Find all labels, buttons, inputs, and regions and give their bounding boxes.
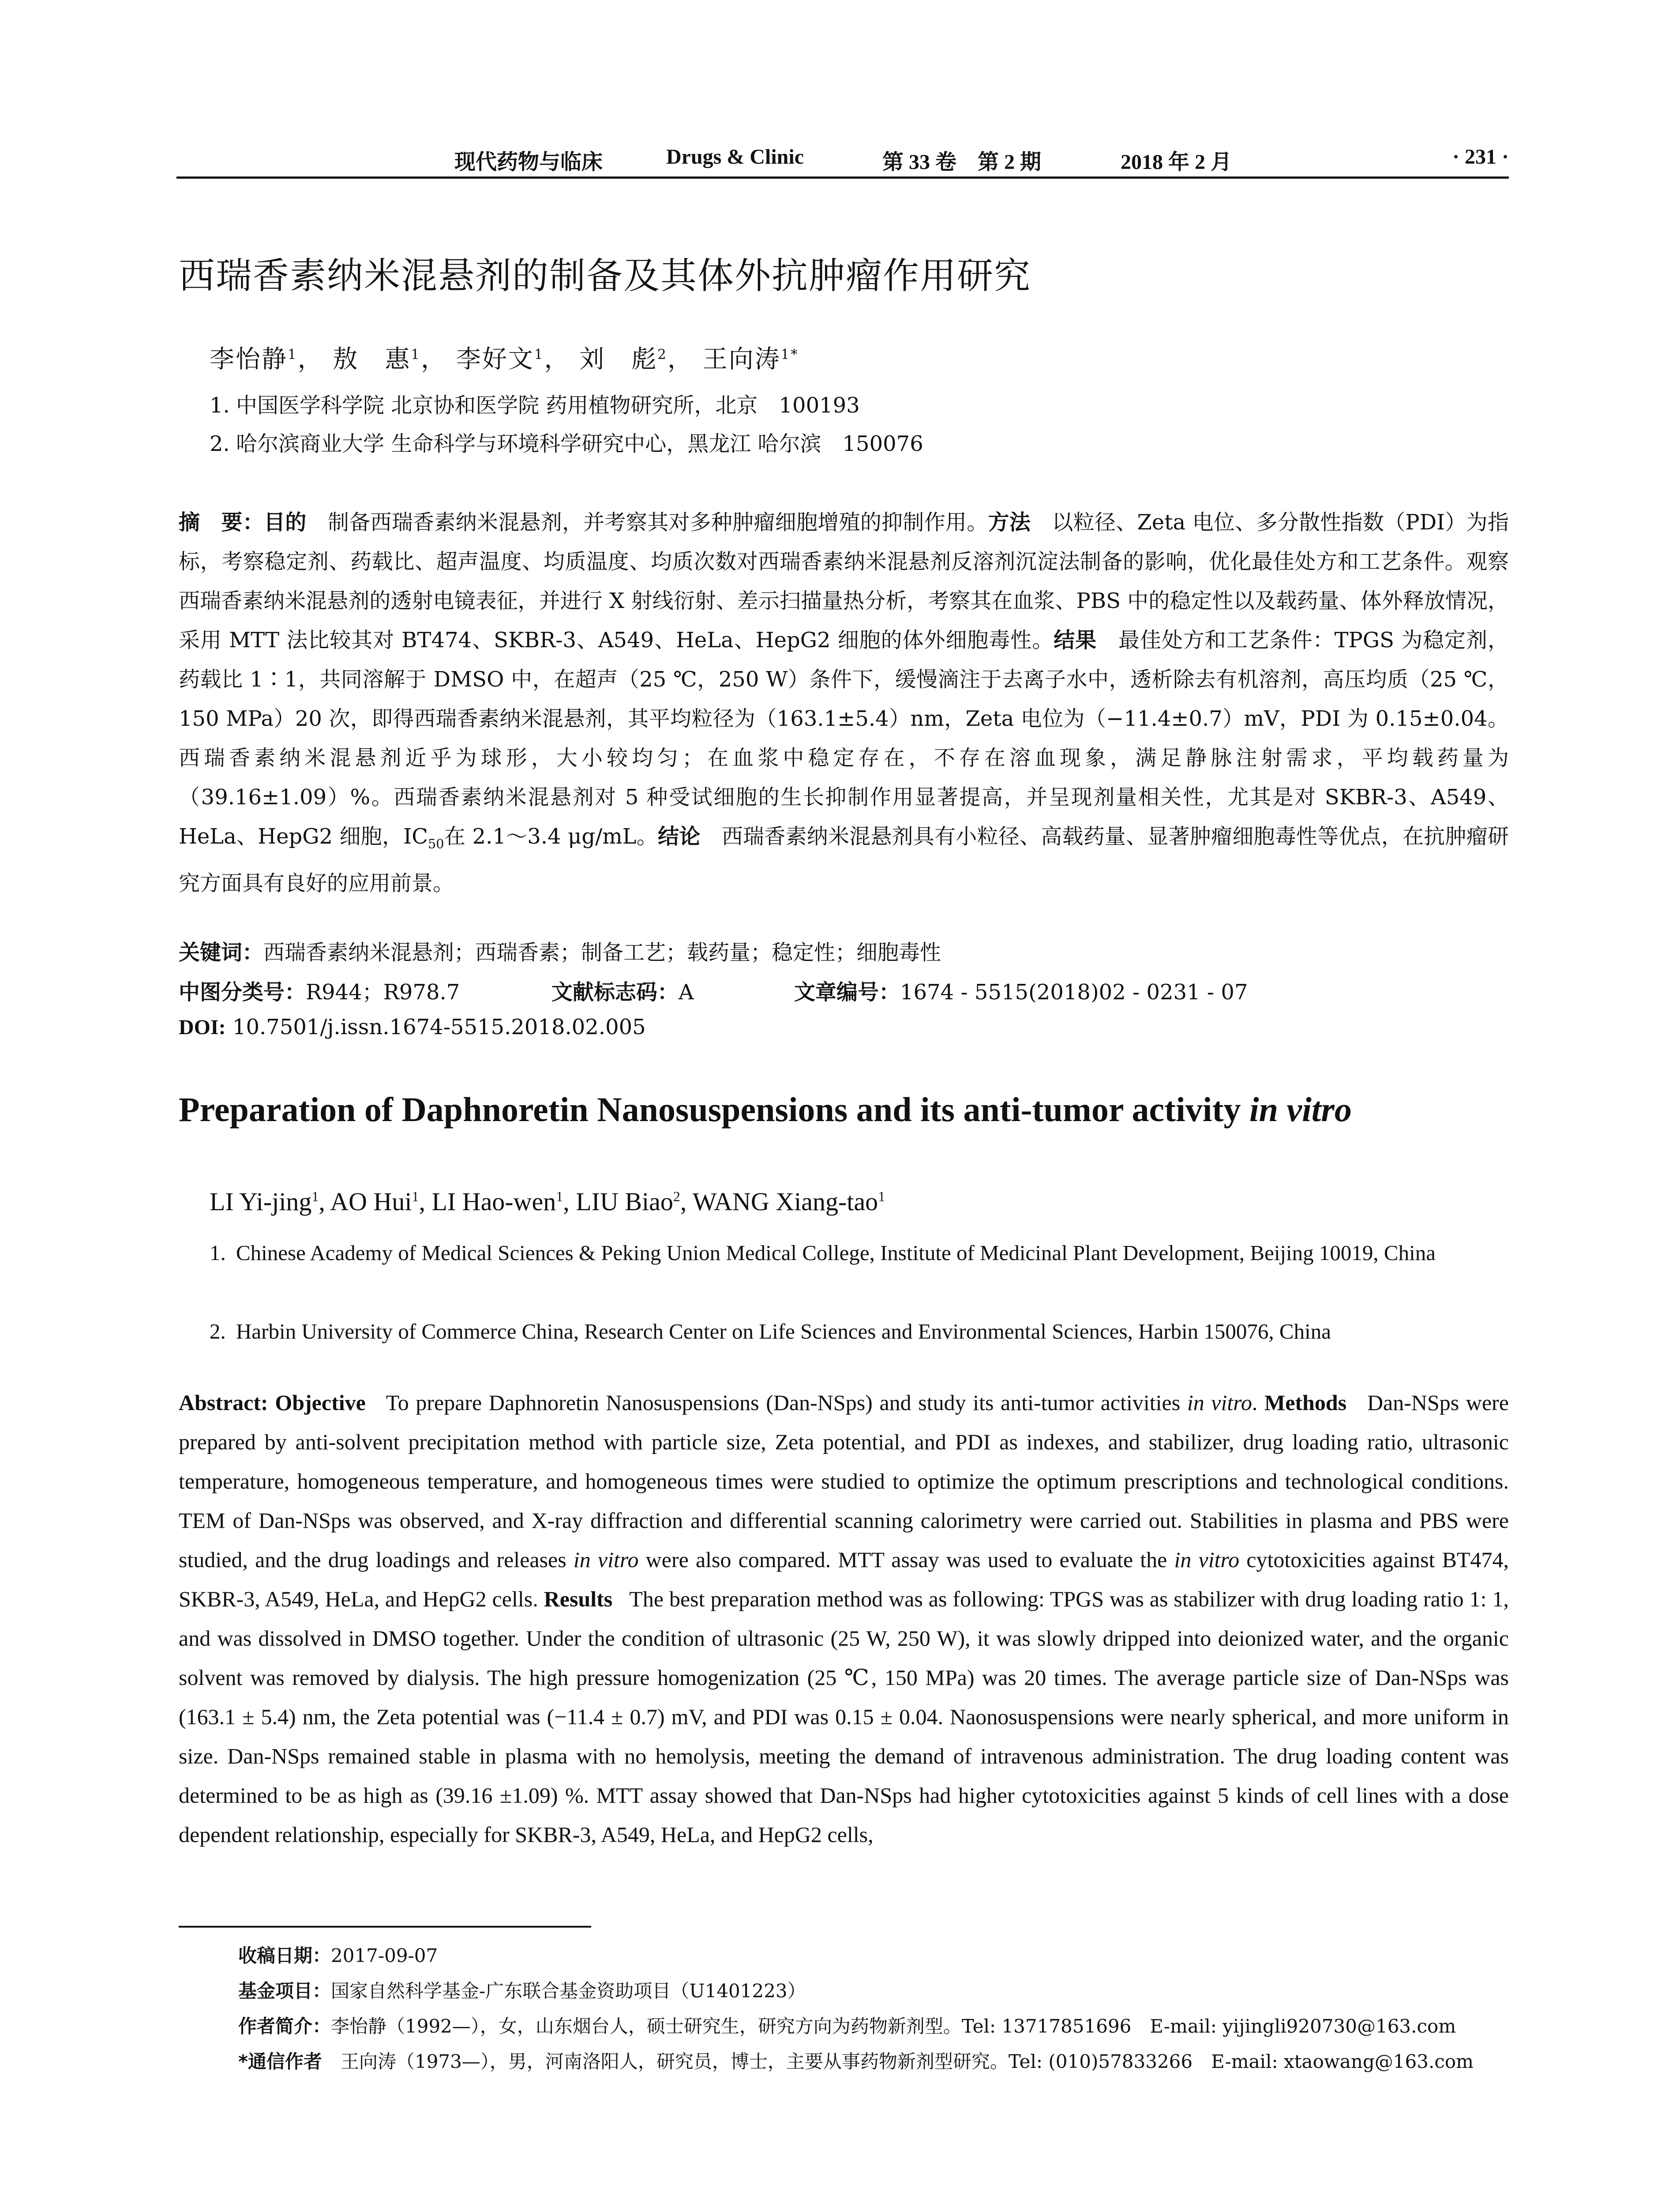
- running-header: [176, 140, 1509, 176]
- doi-label: DOI:: [179, 1016, 226, 1039]
- abstract-label: Abstract:: [179, 1390, 268, 1415]
- methods-text-cont: were also compared. MTT assay was used to evaluate the: [645, 1547, 1167, 1572]
- objective-label: 目的: [264, 510, 307, 535]
- article-no-label: 文章编号：: [794, 980, 900, 1005]
- fund-text: 国家自然科学基金-广东联合基金资助项目（U1401223）: [331, 1980, 806, 2002]
- abstract-en: Abstract: Objective To prepare Daphnoretin Nanosuspensions (Dan-NSps) and study its anti-tumor activities in vitro. Methods Dan-NSps were prepared by anti-solvent precipitation method with particle size, Zeta potential, and PDI as indexes, and stabilizer, drug loading ratio, ultrasonic temperature, homogeneous temperature, and homogeneous times were studied to optimize the optimum prescriptions and technological conditions. TEM of Dan-NSps was observed, and X-ray diffraction and differential scanning calorimetry were carried out. Stabilities in plasma and PBS were studied, and the drug loadings and releases in vitro were also compared. MTT assay was used to evaluate the in vitro cytotoxicities against BT474, SKBR-3, A549, HeLa, and HepG2 cells. Results The best preparation method was as following: TPGS was as stabilizer with drug loading ratio 1: 1, and was dissolved in DMSO together. Under the condition of ultrasonic (25 W, 250 W), it was slowly dripped into deionized water, and the organic solvent was removed by dialysis. The high pressure homogenization (25 ℃, 150 MPa) was 20 times. The average particle size of Dan-NSps was (163.1 ± 5.4) nm, the Zeta potential was (−11.4 ± 0.7) mV, and PDI was 0.15 ± 0.04. Naonosuspensions were nearly spherical, and more uniform in size. Dan-NSps remained stable in plasma with no hemolysis, meeting the demand of intravenous administration. The drug loading content was determined to be as high as (39.16 ±1.09) %. MTT assay showed that Dan-NSps had higher cytotoxicities against 5 kinds of cell lines with a dose dependent relationship, especially for SKBR-3, A549, HeLa, and HepG2 cells,: [179, 1390, 1509, 1847]
- corr-label: *通信作者: [238, 2051, 322, 2072]
- title-text: Preparation of Daphnoretin Nanosuspensions and its anti-tumor activity: [179, 1090, 1249, 1129]
- page-number: · 231 ·: [1452, 145, 1509, 169]
- methods-text: 以粒径、Zeta 电位、多分散性指数（PDI）为指标，考察稳定剂、药载比、超声温度、均质温度、均质次数对西瑞香素纳米混悬剂反溶剂沉淀法制备的影响，优化最佳处方和工艺条件。观察西瑞香素纳米混悬剂的透射电镜表征，并进行 X 射线衍射、差示扫描量热分析，考察其在血浆、PBS 中的稳定性以及载药量、体外释放情况，采用 MTT 法比较其对 BT474、SKBR-3、A549、HeLa、HepG2 细胞的体外细胞毒性。: [179, 510, 1509, 653]
- author-name: LI Hao-wen: [431, 1187, 556, 1216]
- author-list-en: LI Yi-jing$^1$, AO Hui$^1$, LI Hao-wen$^1$, LIU Biao$^2$, WANG Xiang-tao$^1$: [210, 1187, 885, 1216]
- author-affil-sup: 1: [411, 346, 421, 363]
- document-code: [551, 975, 694, 1005]
- author-list-cn: 李怡静$^1$， 敖 惠$^1$， 李好文$^1$， 刘 彪$^2$， 王向涛$^{1*}$: [210, 345, 799, 374]
- results-text: The best preparation method was as following: TPGS was as stabilizer with drug loading ratio 1: 1, and was dissolved in DMSO together. Under the condition of ultrasonic (25 W, 250 W), it was slowly dripped into deionized water, and the organic solvent was removed by dialysis. The high pressure homogenization (25 ℃, 150 MPa) was 20 times. The average particle size of Dan-NSps was (163.1 ± 5.4) nm, the Zeta potential was (−11.4 ± 0.7) mV, and PDI was 0.15 ± 0.04. Naonosuspensions were nearly spherical, and more uniform in size. Dan-NSps remained stable in plasma with no hemolysis, meeting the demand of intravenous administration. The drug loading content was determined to be as high as (39.16 ±1.09) %. MTT assay showed that Dan-NSps had higher cytotoxicities against 5 kinds of cell lines with a dose dependent relationship, especially for SKBR-3, A549, HeLa, and HepG2 cells,: [179, 1587, 1509, 1847]
- abstract-label: 摘 要：: [179, 510, 264, 535]
- bio-label: 作者简介：: [238, 2015, 331, 2037]
- author-affil-sup: 1: [311, 1189, 319, 1204]
- affiliation-text: Chinese Academy of Medical Sciences & Peking Union Medical College, Institute of Medicinal Plant Development, Beijing 10019, China: [236, 1241, 1436, 1265]
- author-name: 敖 惠: [333, 345, 411, 374]
- journal-name-cn: 现代药物与临床: [454, 150, 603, 174]
- author-affil-sup: 1: [534, 346, 544, 363]
- doccode-label: 文献标志码：: [551, 980, 679, 1005]
- keywords-cn: [179, 935, 941, 966]
- doccode-value: A: [679, 980, 694, 1005]
- footnote-received: [238, 1941, 438, 1968]
- author-affil-sup: 1: [412, 1189, 419, 1204]
- affiliation-text: 哈尔滨商业大学 生命科学与环境科学研究中心，黑龙江 哈尔滨 150076: [236, 431, 923, 456]
- abstract-cn: [179, 503, 1509, 903]
- affiliation-text: Harbin University of Commerce China, Research Center on Life Sciences and Environmental Sciences, Harbin 150076, China: [236, 1319, 1331, 1343]
- author-affil-sup: 1: [878, 1189, 885, 1204]
- affiliation-cn-1: [210, 388, 860, 419]
- results-label: Results: [544, 1587, 613, 1611]
- keywords-label: 关键词：: [179, 940, 264, 965]
- conclusion-text: 西瑞香素纳米混悬剂具有小粒径、高载药量、显著肿瘤细胞毒性等优点，在抗肿瘤研究方面具有良好的应用前景。: [179, 824, 1509, 896]
- objective-text: 制备西瑞香素纳米混悬剂，并考察其对多种肿瘤细胞增殖的抑制作用。: [327, 510, 988, 535]
- received-date: 2017-09-07: [331, 1945, 438, 1966]
- footnote-fund: [238, 1977, 806, 2003]
- author-name: AO Hui: [330, 1187, 412, 1216]
- conclusion-label: 结论: [658, 824, 701, 849]
- affiliation-number: 2.: [210, 431, 230, 456]
- bio-text: 李怡静（1992—），女，山东烟台人，硕士研究生，研究方向为药物新剂型。Tel: 13717851696 E-mail: yijingli920730@163.com: [331, 2015, 1456, 2037]
- affiliation-cn-2: [210, 427, 923, 457]
- affiliation-en-1: [210, 1233, 1511, 1272]
- journal-name-en: Drugs & Clinic: [666, 145, 804, 169]
- results-label: 结果: [1054, 628, 1097, 653]
- methods-label: Methods: [1264, 1390, 1347, 1415]
- issue-date: 2018 年 2 月: [1121, 150, 1232, 174]
- author-affil-sup: 1: [288, 346, 298, 363]
- author-affil-sup: 1*: [780, 346, 799, 363]
- in-vitro-italic: in vitro: [573, 1547, 639, 1572]
- objective-text: To prepare Daphnoretin Nanosuspensions (Dan-NSps) and study its anti-tumor activities: [386, 1390, 1181, 1415]
- author-name: LI Yi-jing: [210, 1187, 312, 1216]
- author-affil-sup: 2: [673, 1189, 680, 1204]
- results-text-cont: 在 2.1～3.4 μg/mL。: [444, 824, 658, 849]
- objective-label: Objective: [275, 1390, 366, 1415]
- methods-text: Dan-NSps were prepared by anti-solvent precipitation method with particle size, Zeta potential, and PDI as indexes, and stabilizer, drug loading ratio, ultrasonic temperature, homogeneous temperature, and homogeneous times were studied to optimize the optimum prescriptions and technological conditions. TEM of Dan-NSps was observed, and X-ray diffraction and differential scanning calorimetry were carried out. Stabilities in plasma and PBS were studied, and the drug loadings and releases: [179, 1390, 1509, 1572]
- article-number: [794, 975, 1248, 1005]
- author-affil-sup: 2: [657, 346, 668, 363]
- keywords-text: 西瑞香素纳米混悬剂；西瑞香素；制备工艺；载药量；稳定性；细胞毒性: [263, 940, 941, 965]
- corr-text: 王向涛（1973—），男，河南洛阳人，研究员，博士，主要从事药物新剂型研究。Tel: (010)57833266 E-mail: xtaowang@163.com: [340, 2051, 1474, 2072]
- fund-label: 基金项目：: [238, 1980, 331, 2002]
- ic50-subscript: 50: [428, 836, 444, 852]
- footnote-author-bio: [238, 2012, 1456, 2038]
- title-italic: in vitro: [1249, 1090, 1352, 1129]
- clc-label: 中图分类号：: [179, 980, 306, 1005]
- clc-value: R944；R978.7: [306, 980, 460, 1005]
- author-name: 王向涛: [702, 345, 781, 374]
- methods-text-end: cytotoxicities against BT474, SKBR-3, A549, HeLa, and HepG2 cells.: [179, 1547, 1509, 1611]
- affiliation-text: 中国医学科学院 北京协和医学院 药用植物研究所，北京 100193: [236, 393, 860, 418]
- received-label: 收稿日期：: [238, 1945, 331, 1966]
- affiliation-en-2: [210, 1312, 1511, 1351]
- author-name: WANG Xiang-tao: [692, 1187, 878, 1216]
- article-no-value: 1674 - 5515(2018)02 - 0231 - 07: [900, 980, 1248, 1005]
- author-name: 李怡静: [210, 345, 288, 374]
- doi-line: [179, 1015, 646, 1039]
- footnote-rule: [179, 1926, 591, 1928]
- affiliation-number: 1.: [210, 393, 230, 418]
- results-text: 最佳处方和工艺条件：TPGS 为稳定剂，药载比 1∶1，共同溶解于 DMSO 中，在超声（25 ℃，250 W）条件下，缓慢滴注于去离子水中，透析除去有机溶剂，高压均质（25 ℃，150 MPa）20 次，即得西瑞香素纳米混悬剂，其平均粒径为（163.1±5.4）nm，Zeta 电位为（−11.4±0.7）mV，PDI 为 0.15±0.04。西瑞香素纳米混悬剂近乎为球形，大小较均匀；在血浆中稳定存在，不存在溶血现象，满足静脉注射需求，平均载药量为（39.16±1.09）%。西瑞香素纳米混悬剂对 5 种受试细胞的生长抑制作用显著提高，并呈现剂量相关性，尤其是对 SKBR-3、A549、HeLa、HepG2 细胞，IC: [179, 628, 1509, 849]
- volume-issue: 第 33 卷 第 2 期: [882, 150, 1042, 174]
- footnote-corresponding: [238, 2047, 1474, 2074]
- paper-title-cn: 西瑞香素纳米混悬剂的制备及其体外抗肿瘤作用研究: [179, 255, 1031, 297]
- paper-title-en: [179, 1090, 1352, 1129]
- methods-label: 方法: [988, 510, 1031, 535]
- author-affil-sup: 1: [556, 1189, 563, 1204]
- classification-line: [179, 975, 460, 1005]
- author-name: 李好文: [456, 345, 534, 374]
- doi-link[interactable]: 10.7501/j.issn.1674-5515.2018.02.005: [232, 1015, 646, 1039]
- in-vitro-italic: in vitro: [1174, 1547, 1240, 1572]
- affiliation-number: 2.: [210, 1319, 226, 1343]
- author-name: 刘 彪: [579, 345, 658, 374]
- author-name: LIU Biao: [576, 1187, 673, 1216]
- affiliation-number: 1.: [210, 1241, 226, 1265]
- in-vitro-italic: in vitro: [1187, 1390, 1252, 1415]
- header-rule: [176, 176, 1509, 179]
